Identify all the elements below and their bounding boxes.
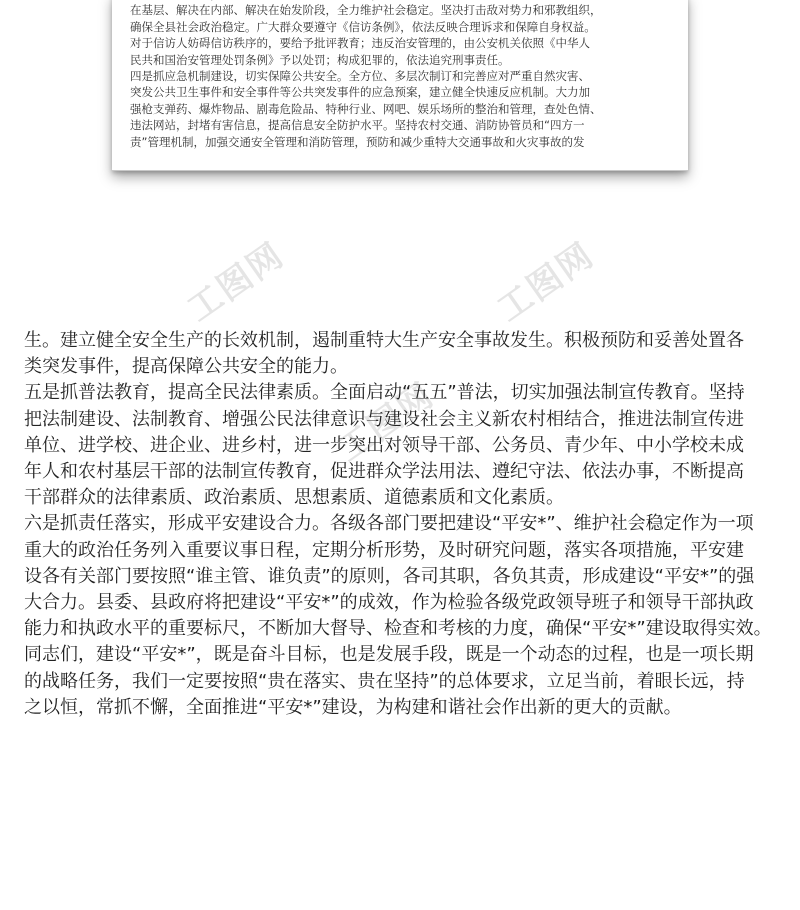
body-text-line: 的战略任务，我们一定要按照“贵在落实、贵在坚持”的总体要求，立足当前，着眼长远，持 xyxy=(24,670,745,692)
body-text-line: 生。建立健全安全生产的长效机制，遏制重特大生产安全事故发生。积极预防和妥善处置各 xyxy=(24,330,744,351)
body-text-line: 设各有关部门要按照“谁主管、谁负责”的原则，各司其职，各负其责，形成建设“平安*”的强 xyxy=(24,565,755,587)
body-text-line: 同志们，建设“平安*”，既是奋斗目标，也是发展手段，既是一个动态的过程，也是一项长期 xyxy=(24,644,754,666)
body-text-line: 类突发事件，提高保障公共安全的能力。 xyxy=(24,356,348,378)
body-text-line: 重大的政治任务列入重要议事日程，定期分析形势，及时研究问题，落实各项措施，平安建 xyxy=(24,539,744,561)
document-preview-line: 确保全县社会政治稳定。广大群众要遵守《信访条例》，依法反映合理诉求和保障自身权益。 xyxy=(130,19,596,34)
body-text-line: 把法制建设、法制教育、增强公民法律意识与建设社会主义新农村相结合，推进法制宣传进 xyxy=(24,408,744,430)
document-preview-line: 突发公共卫生事件和安全事件等公共突发事件的应急预案，建立健全快速反应机制。大力加 xyxy=(130,85,590,100)
document-body xyxy=(24,328,780,721)
document-preview-line: 四是抓应急机制建设，切实保障公共安全。全方位、多层次制订和完善应对严重自然灾害、 xyxy=(130,69,590,84)
body-text-line: 干部群众的法律素质、政治素质、思想素质、道德素质和文化素质。 xyxy=(24,487,564,509)
body-text-line: 能力和执政水平的重要标尺，不断加大督导、检查和考核的力度，确保“平安*”建设取得实效。 xyxy=(24,618,772,640)
watermark-logo: 工图网 xyxy=(330,375,442,470)
body-text-line: 年人和农村基层干部的法制宣传教育，促进群众学法用法、遵纪守法、依法办事，不断提高 xyxy=(24,461,744,483)
document-preview-line: 对于信访人妨碍信访秩序的，要给予批评教育；违反治安管理的，由公安机关依照《中华人 xyxy=(130,36,590,51)
body-text-line: 之以恒，常抓不懈，全面推进“平安*”建设，为构建和谐社会作出新的更大的贡献。 xyxy=(24,696,682,718)
body-text-line: 六是抓责任落实，形成平安建设合力。各级各部门要把建设“平安*”、维护社会稳定作为一项 xyxy=(24,513,754,535)
watermark-logo: 工图网 xyxy=(490,235,602,330)
document-preview-line: 民共和国治安管理处罚条例》予以处罚；构成犯罪的，依法追究刑事责任。 xyxy=(130,52,510,67)
body-text-line: 大合力。县委、县政府将把建设“平安*”的成效，作为检验各级党政领导班子和领导干部执政 xyxy=(24,592,754,614)
document-preview-text xyxy=(130,0,675,150)
body-text-line: 单位、进学校、进企业、进乡村，进一步突出对领导干部、公务员、青少年、中小学校未成 xyxy=(24,434,744,456)
document-preview-line: 在基层、解决在内部、解决在始发阶段，全力维护社会稳定。坚决打击敌对势力和邪教组织， xyxy=(130,3,602,18)
document-page-preview xyxy=(112,0,688,171)
watermark-logo: 工图网 xyxy=(180,235,292,330)
document-preview-line: 违法网站，封堵有害信息，提高信息安全防护水平。坚持农村交通、消防协管员和“四方一 xyxy=(130,118,585,133)
document-preview-line: 强枪支弹药、爆炸物品、剧毒危险品、特种行业、网吧、娱乐场所的整治和管理，查处色情、 xyxy=(130,101,602,116)
document-preview-line: 责”管理机制，加强交通安全管理和消防管理，预防和减少重特大交通事故和火灾事故的发 xyxy=(130,134,585,149)
body-text-line: 五是抓普法教育，提高全民法律素质。全面启动“五五”普法，切实加强法制宣传教育。坚持 xyxy=(24,382,745,404)
